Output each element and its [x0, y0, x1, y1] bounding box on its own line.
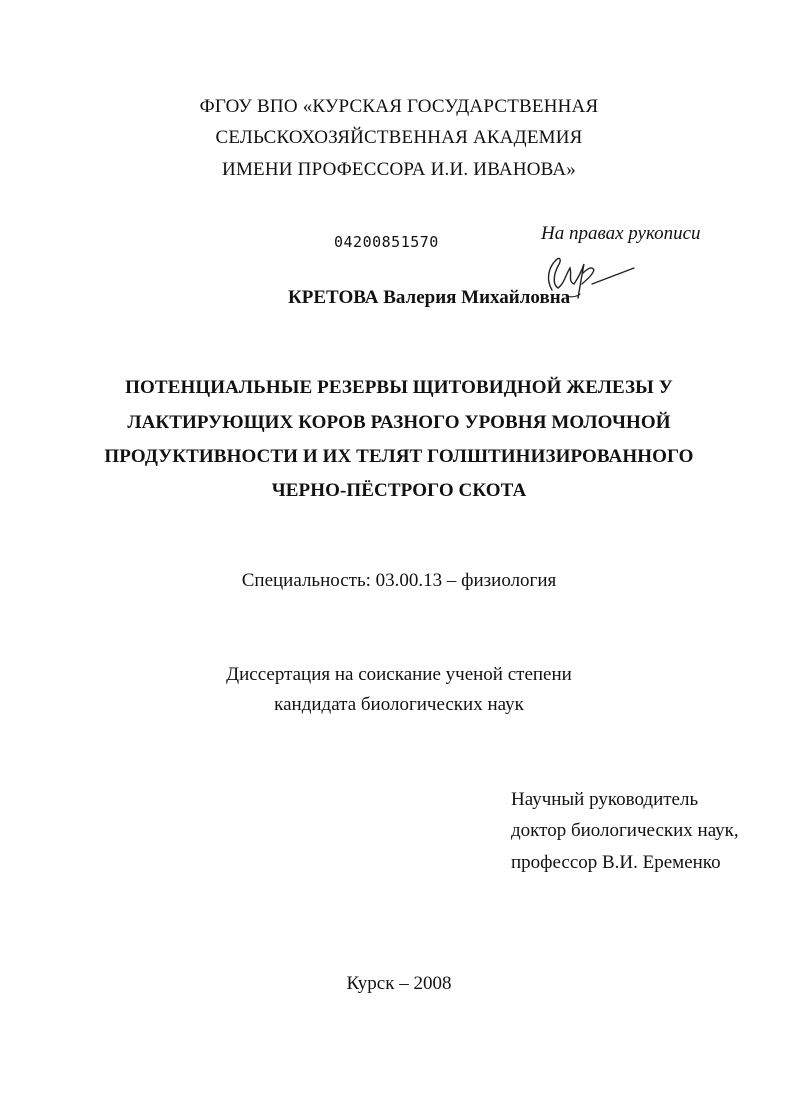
dissertation-line-1: Диссертация на соискание ученой степени — [226, 664, 572, 685]
title-line-1: ПОТЕНЦИАЛЬНЫЕ РЕЗЕРВЫ ЩИТОВИДНОЙ ЖЕЛЕЗЫ У — [125, 377, 673, 398]
organization-line-3: ИМЕНИ ПРОФЕССОРА И.И. ИВАНОВА» — [222, 159, 576, 180]
catalog-code: 04200851570 — [334, 233, 439, 251]
place-and-year: Курск – 2008 — [346, 973, 452, 994]
title-line-3: ПРОДУКТИВНОСТИ И ИХ ТЕЛЯТ ГОЛШТИНИЗИРОВАННОГО — [104, 446, 694, 467]
author-name: КРЕТОВА Валерия Михайловна — [288, 287, 571, 308]
supervisor-line-1: Научный руководитель — [511, 789, 699, 810]
organization-line-1: ФГОУ ВПО «КУРСКАЯ ГОСУДАРСТВЕННАЯ — [199, 96, 599, 117]
specialty: Специальность: 03.00.13 – физиология — [241, 570, 557, 591]
dissertation-line-2: кандидата биологических наук — [274, 694, 524, 715]
title-line-2: ЛАКТИРУЮЩИХ КОРОВ РАЗНОГО УРОВНЯ МОЛОЧНОЙ — [127, 412, 671, 433]
title-line-4: ЧЕРНО-ПЁСТРОГО СКОТА — [271, 480, 527, 501]
supervisor-line-2: доктор биологических наук, — [511, 820, 739, 841]
organization-line-2: СЕЛЬСКОХОЗЯЙСТВЕННАЯ АКАДЕМИЯ — [215, 127, 583, 148]
manuscript-rights: На правах рукописи — [541, 223, 701, 244]
supervisor-line-3: профессор В.И. Еременко — [511, 852, 721, 873]
